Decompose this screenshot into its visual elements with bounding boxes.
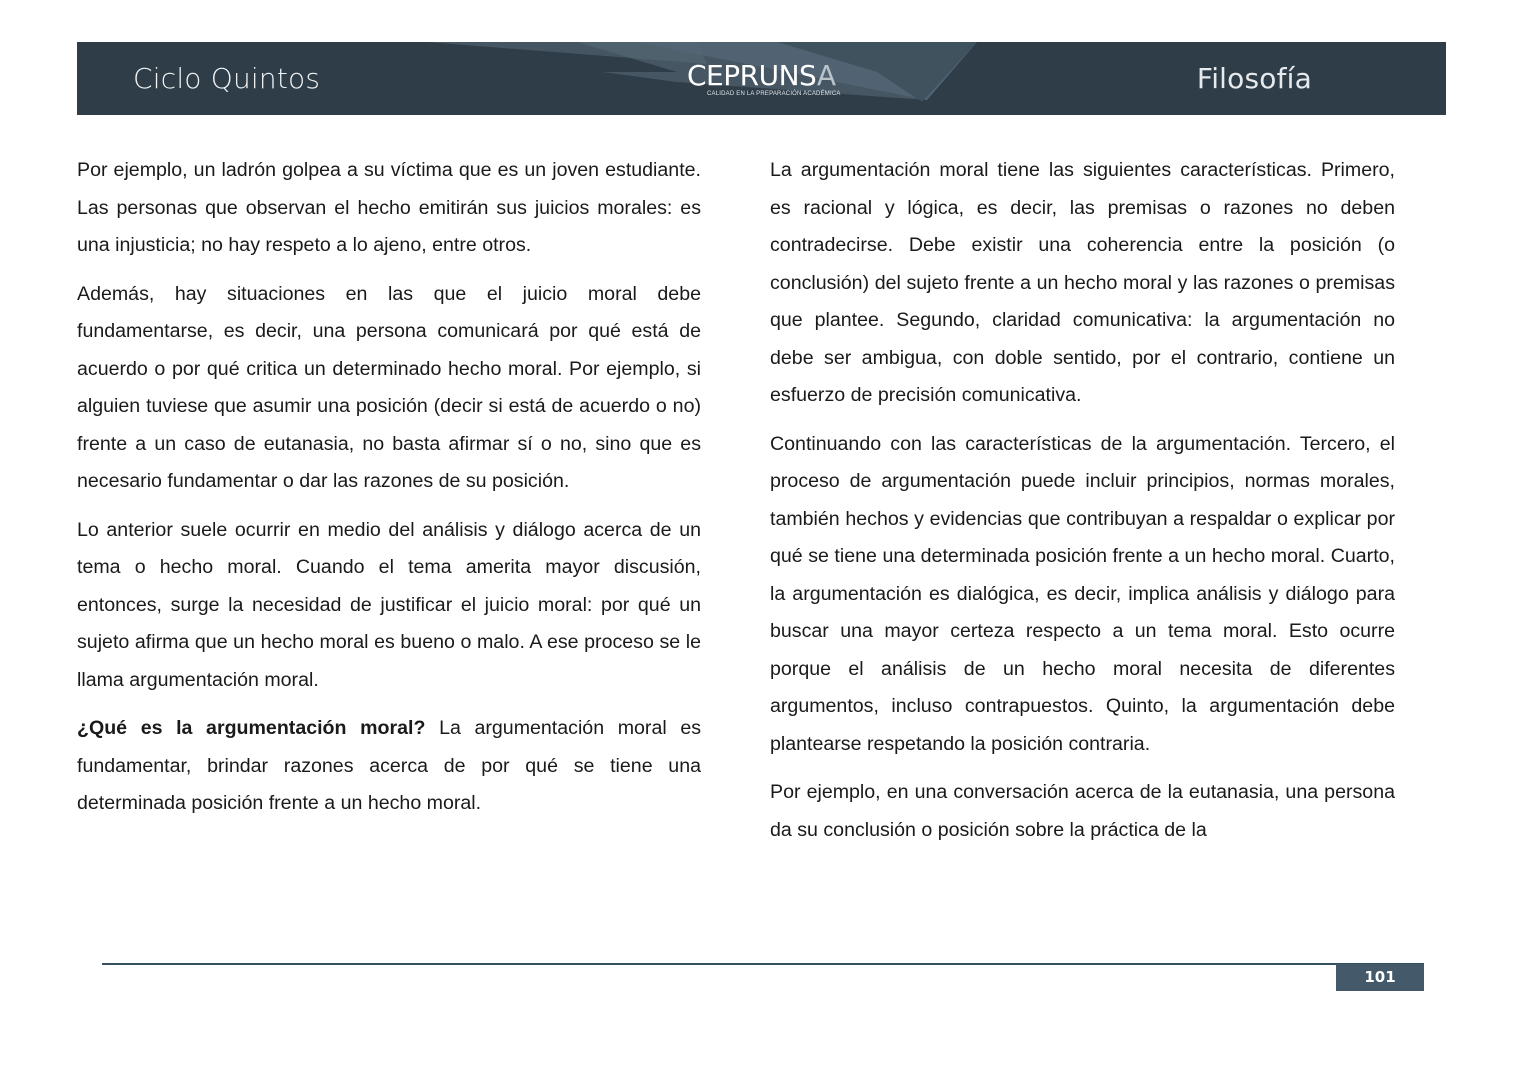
paragraph: Además, hay situaciones en las que el juicio moral debe fundamentarse, es decir, una persona comunicará por qué está de acuerdo o por qué critica un determinado hecho moral. Por ejemplo, si alguien tuviese que asumir una posición (decir si está de acuerdo o no) frente a un caso de eutanasia, no basta afirmar sí o no, sino que es necesario fundamentar o dar las razones de su posición.: [77, 282, 701, 492]
course-cycle-title: Ciclo Quintos: [133, 62, 321, 95]
logo-tagline: CALIDAD EN LA PREPARACIÓN ACADÉMICA: [707, 91, 841, 97]
definition-heading: ¿Qué es la argumentación moral?: [77, 717, 426, 739]
logo-wordmark-accent: A: [816, 59, 836, 92]
logo-wordmark-text: CEPRUNS: [687, 59, 817, 92]
definition-text: La argumentación moral es fundamentar, brindar razones acerca de por qué se tiene una determinada posición frente a un hecho moral.: [77, 717, 702, 814]
logo-wordmark: [687, 59, 857, 92]
paragraph: Lo anterior suele ocurrir en medio del análisis y diálogo acerca de un tema o hecho moral. Cuando el tema amerita mayor discusión, entonces, surge la necesidad de justificar el juicio moral: por qué un sujeto afirma que un hecho moral es bueno o malo. A ese proceso se le llama argumentación moral.: [77, 518, 701, 691]
paragraph: Continuando con las características de la argumentación. Tercero, el proceso de argumentación puede incluir principios, normas morales, también hechos y evidencias que contribuyan a respaldar o explicar por qué se tiene una determinada posición frente a un hecho moral. Cuarto, la argumentación es dialógica, es decir, implica análisis y diálogo para buscar una mayor certeza respecto a un tema moral. Esto ocurre porque el análisis de un hecho moral necesita de diferentes argumentos, incluso contrapuestos. Quinto, la argumentación debe plantearse respetando la posición contraria.: [770, 432, 1395, 755]
ceprunsa-logo: [687, 59, 857, 97]
left-text-column: [77, 152, 701, 834]
paragraph: Por ejemplo, en una conversación acerca de la eutanasia, una persona da su conclusión o posición sobre la práctica de la: [770, 781, 1395, 841]
paragraph: La argumentación moral tiene las siguientes características. Primero, es racional y lógica, es decir, las premisas o razones no deben contradecirse. Debe existir una coherencia entre la posición (o conclusión) del sujeto frente a un hecho moral y las razones o premisas que plantee. Segundo, claridad comunicativa: la argumentación no debe ser ambigua, con doble sentido, por el contrario, contiene un esfuerzo de precisión comunicativa.: [770, 159, 1395, 406]
paragraph: Por ejemplo, un ladrón golpea a su víctima que es un joven estudiante. Las personas que observan el hecho emitirán sus juicios morales: es una injusticia; no hay respeto a lo ajeno, entre otros.: [77, 159, 701, 256]
footer-divider: [102, 963, 1424, 965]
page-header: [77, 42, 1446, 115]
page-number-badge: 101: [1336, 964, 1424, 991]
right-text-column: [770, 152, 1395, 860]
subject-title: Filosofía: [1196, 62, 1312, 95]
definition-paragraph: [77, 710, 701, 823]
